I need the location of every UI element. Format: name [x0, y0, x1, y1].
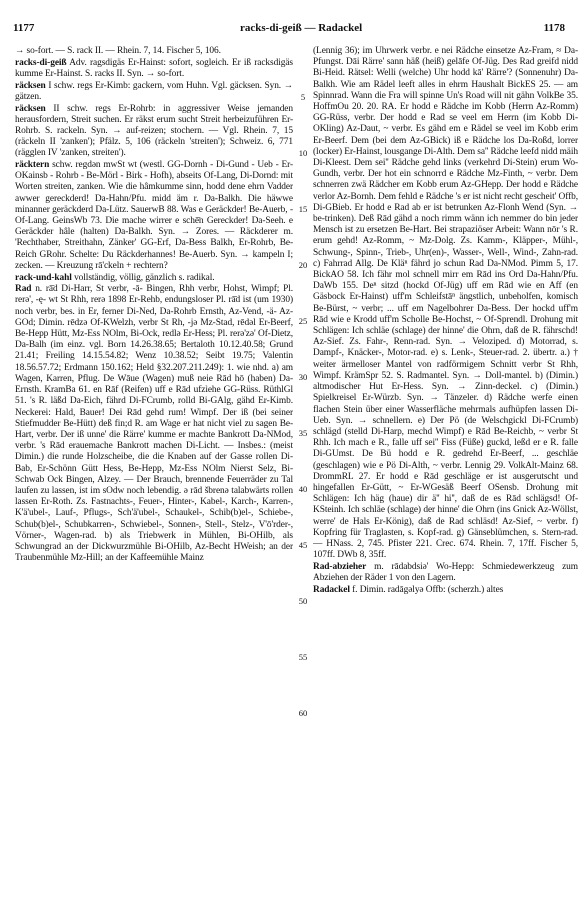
line-number: 35 [298, 427, 308, 438]
entry-headword: Rad [15, 284, 32, 295]
entry-text: (Lennig 36); im Uhrwerk verbr. e nei Rädche einsetze Az-Fram, ≈ Da-Pfungst. Dāi Rärre' sann häß (heiß) gelāfe Of-Jüg. Des Rad greifd nidd Bi-Heid. Rätsel: Welli (welche) Uhr hodd kā' Rärre'? (Sonnenuhr) Da-Balkh. Wie am Rädel leeft alles in ehrm Haushalt BickES 25. — am Spinnrad. Wann die Fra will spinne Un's Road will nit gähn VolkBe 35. HoffmOu 20. 20. RA. Er hodd e Rädche im Kobb (Herrn Az-Romm) GG-Rüss, verbr. Der hodd e Rad se veel em Herrn (im Kobb Di-OKling) Az-Daut, ~ verbr. Es gähd em e Rädel se veel im Kobb erim Er-Beerf. Dem (bei dem Az-GBick) iß e Rädche los Da-Roßd, lorrer (locker) Er-Hainst, lousgange Di-Alth. Dem sa'' Rädche leefd nidd mäih Di-Kleest. Dem sei'' Rädche gehd links (verkehrd Di-Stein) erum Wo-Gundh, verbr. Der hot ein schnorrd e Rädche Mz-Finth, ~ verbr. Dem schnerren zwä Rädcher em Kobb erum Az-GHepp. Der hodd e Rädche verlor Az-Bornh. Dem fehld e Rädche 's er ist nicht recht gescheit' Offb, Di-GBieb. Er hodd e Rad ab er ist betrunken Az-Flonh Wend (Syn. → be-trinken). Deß Rād gähd a noch rimm wänn ich nemmer do bin jeder Mensch ist zu ersetzen Be-Hart. Bei strapaziöser Arbeit: Wann nōr 's R. erum gehd! Az-Romm, ~ Mz-Dolg. Zs. Kamm-, Kläpper-, Mühl-, Schwung-, Spinn-, Trieb-, Uhr(en)-, Wasser-, Well-, Wind-, Zahn-rad. c) Fahrrad Allg. De Kläⁿ fährd jo schun Rad Da-NMod. Pimm 5, 17. BickAO 58. Ich fähr mol schnell mirr em Rād ins Ord Da-Hahn/Pfu. DaWb 155. Deⁿ sitzd (hockd Of-Jüg) uff em Rād wie en Aff (en Gäsbock Er-Hainst) uff'm Schleifstāⁿ ängstlich, unbeholfen, komisch Be-Bürst, ~ verbr; ... uff em Nagelbohrer Da-Bess. Der hockd uff'm Rād wie e Krodd uff'm Scholle Be-Hochst, ~ Of-Sprendl. Drohung mit Schlägen: Ich schläe (schlage) der hinne' die Ohrn, daß de R. fährschd! Az-Sief. Zs. Fahr-, Renn-rad. Syn. → Veloziped. d) Motorrad, s. Dampf-, Knäcker-, Motor-rad. e) s. Lenk-, Steuer-rad. 2. übertr. a.) † weiter ärmelloser Mantel von radförmigem Schnitt verbr St Rhh, Wimpf. KrämSpr 52. S. Radmantel. Syn. → Doll-mantel. b) (Dimin.) altmodischer Hut Er-Hess. Syn. → Zinn-deckel. c) (Dimin.) Spielkreisel Er-Würzb. Syn. → Tänzeler. d) Rädche werfe einen flachen Stein über einer Wasserfläche mehrmals aufhüpfen lassen Di-Ueb. Syn. → schnellern. e) Der Pö (de Welschgickl Di-FCrumb) schlägd (stelld Di-Harp, mechd Wimpf) e Rād Be-Reichb, ~ verbr St Rhh. Ich mach e R., falle uff sei'' Fiss (Füße) guckd, leßd er e R. falle Di-GUmst. De Bü hodd e R. gedrehd Er-Beerf, ... geschläe (geschlagen) wie e Pö Di-Alth, ~ verbr. Lennig 29. VolkAlt-Mainz 68. DrommRL 27. Er hodd e Rād geschläge er ist ausgerutscht und hingefallen Er-Gütt, ~ Er-WGesäß Beerf OSensb. Drohung mit Schlägen: Ich häg (haue) dir ä'' hi'', daß de es Rād schlägsd! Of-KSteinh. Ich schläe (schlage) der hinne' die Ohrn (ins Gnick Az-Wöllst, werre' de Hals Er-König), daß de Rad schläsd! Az-Sief, ~ verbr. f) Kopfring für Traglasten, s. Kopf-rad. g) Gänseblümchen, s. Stern-rad. — HNass. 2, 745. Pfister 221. Crec. 674. Rhein. 7, 17ff. Fischer 5, 107ff. DWb 8, 35ff. [313, 46, 578, 561]
line-number: 40 [298, 483, 308, 494]
entry-text: Adv. ragsdigäs Er-Hainst: sofort, sogleich. Er iß racksdigäs kumme Er-Hainst. S. racks II. Syn. → so-fort. [15, 57, 293, 79]
dictionary-entry [15, 273, 293, 284]
dictionary-entry [15, 46, 293, 57]
entry-text: → so-fort. — S. rack II. — Rhein. 7, 14. Fischer 5, 106. [15, 46, 221, 56]
line-number: 20 [298, 259, 308, 270]
line-number: 30 [298, 371, 308, 382]
running-title: racks-di-geiß — Radackel [240, 22, 363, 34]
line-number: 25 [298, 315, 308, 326]
line-number: 15 [298, 203, 308, 214]
entry-text: II schw. regs Er-Rohrb: in aggressiver Weise jemanden herausfordern, Streit suchen. Er räkst erum sucht Streit herbeizuführen Er-Rohrb. S. rackeln. Syn. → auf-reizen; stochern. — Vgl. Rhein. 7, 15 (räckeln II 'zanken'); Pfälz. 5, 106 (räckeln 'streiten'); Schweiz. 6, 771 (rägglen IV 'zanken, streiten'). [15, 103, 293, 159]
page-number-right: 1178 [543, 22, 565, 34]
entry-headword: räcksen [15, 103, 46, 114]
line-number: 10 [298, 147, 308, 158]
line-number-gutter [295, 46, 311, 886]
entry-text: I schw. regs Er-Kimb: gackern, vom Huhn. Vgl. gäcksen. Syn. → gätzen. [15, 80, 293, 102]
line-number: 55 [298, 651, 308, 662]
dictionary-entry [15, 58, 293, 80]
entry-text: m. rādabdsiǝ' Wo-Hepp: Schmiedewerkzeug zum Abziehen der Räder 1 von den Lagern. [313, 561, 578, 584]
entry-headword: Radackel [313, 584, 350, 595]
dictionary-entry [313, 46, 578, 561]
entry-text: schw. regdǝn mwSt wt (westl. GG-Dornh - Di-Gund - Ueb - Er-OKainsb - Rohrb - Be-Mörl - Birk - Hofh), abseits Of-Lang, Di-Dornd: mit Worten streiten, zanken. Wie die hâmkumme sinn, hodd dene ehrn Vadder awwer gereckderd! Da-Hahn/Pfu. midd äm r. Da-Balkh. Die häwwe minanner geräckderd Da-Lütz. SauerwB 88. Was e Geräckder! Be-Auerb, - Of-Lang. GeinsWb 73. Die mache wirrer e schē̄n Gereckder! Da-Seeh. e Geräckder hâle (halten) Da-Balkh. Syn. → Zores. — Räckderer m. 'Rechthaber, Streithahn, Zänker' GG-Erf, Da-Bess Balkh, Er-Rohrb, Be-Reich GRohr. Schelte: Du Räckderhannes! Be-Auerb. Syn. → kampeln I; zecken. — Kreuzung rā'ckeln + rechtern? [15, 160, 293, 271]
dictionary-entry [313, 585, 578, 596]
dictionary-entry [313, 562, 578, 584]
left-column [15, 46, 293, 893]
line-number: 45 [298, 539, 308, 550]
running-header [0, 22, 587, 36]
page-number-left: 1177 [13, 22, 35, 34]
entry-text: f. Dimin. radāgǝlyǝ Offb: (scherzh.) altes [352, 584, 504, 595]
right-column [313, 46, 578, 893]
entry-text: n. rā̄d Di-Harr, St verbr, -ā- Bingen, Rhh verbr, Hohst, Wimpf; Pl. rerǝ', -ę- wt St Rhh, rerǝ 1898 Er-Rehb, endungsloser Pl. rā̄d ist (um 1930) noch verbr, bes. in Er, ferner Di-Ned, Da-Rohrb Ernsth, Az-Vend, -ä- Az-GOd; Dimin. rēdzǝ Of-KWelzh, verbr St Rh, -jǝ Mz-Stad, rēdǝl Er-Beerf, Be-Hepp Hütt, Mz-Ess NOlm, Bi-Ock, redlǝ Er-Hess; Pl. rerǝ'zǝ' Of-Dietz, Da-Balh (im einz. vgl. Born 14.26.38.65; Bertaloth 10.12.40.58; Grund 21.41; Freiling 14.15.54.82; Wenz 10.38.52; Seibt 19.75; Valentin 18.56.57.72; Erdmann 150.162; Held §32.207.211.249): 1. wie nhd. a) am Wagen, Karren, Pflug. De Wāue (Wagen) muß neie Rād hō (haben) Da-Ernsth. KramBa 61. en Rāf (Reifen) uff e Rād ufzìehe GG-Rüss. RüthlGl 51. 's R. läßd Da-Eich, fährd Di-FCrumb, rolld Bi-GAlg, gähd Er-Kimb. Neckerei: Hald, Bauer! Dei Rād gehd rum! Wimpf. Der iß (bei seiner Stiefmudder Be-Hütt) deß fin;d R. am Wage er hat nicht viel zu sagen Be-Hart, verbr. Der iß unne' die Rärre' kumme er machte Bankrott Da-NMod, verbr. 's Rād erauemache Bankrott machen Di-Licht. — Insbes.: (meist Dimin.) die runde Holzscheibe, die die Knaben auf der Gasse rollen Di-Bab, Er-Schönn Gütt Hess, Be-Hepp, Mz-Ess NOlm Nierst Selz, Bi-Schwab Ock Bingen, Alzey. — Der Brauch, brennende Feuerräder zu Tal laufen zu lassen, ist im sOdw noch lebendig. ə rād šbrenǝ talabwärts rollen lassen Er-Roth. Zs. Fastnachts-, Feuer-, Hinter-, Kabel-, Karch-, Karren-, K'ä'ubel-, Lauf-, Pflugs-, Sch'ä'ubel-, Schaukel-, Schib(b)el-, Schiebe-, Schub(b)el-, Schubkarren-, Schwiebel-, Sonnen-, Stell-, Stelz-, V'ō'rder-, Vörner-, Wagen-rad. b) als Triebwerk in Mühlen, Bi-OHilb, als Schwungrad an der Dickwurzmühle Bi-OHilb, Az-Becht HWeish; an der Traubenmühle Mz-Hill; an der Kaffeemühle Mainz [15, 284, 293, 564]
line-number: 50 [298, 595, 308, 606]
entry-text: vollständig, völlig, gänzlich s. radikal. [74, 272, 215, 283]
dictionary-entry [15, 284, 293, 564]
dictionary-entry [15, 104, 293, 160]
dictionary-entry [15, 160, 293, 272]
line-number: 60 [298, 707, 308, 718]
dictionary-entry [15, 81, 293, 103]
entry-headword: räcksen [15, 80, 46, 91]
entry-headword: rack-und-kahl [15, 272, 72, 283]
entry-headword: Rad-abzieher [313, 561, 367, 572]
line-number: 5 [300, 91, 306, 102]
entry-headword: racks-di-geiß [15, 57, 67, 68]
entry-headword: räcktern [15, 160, 50, 171]
